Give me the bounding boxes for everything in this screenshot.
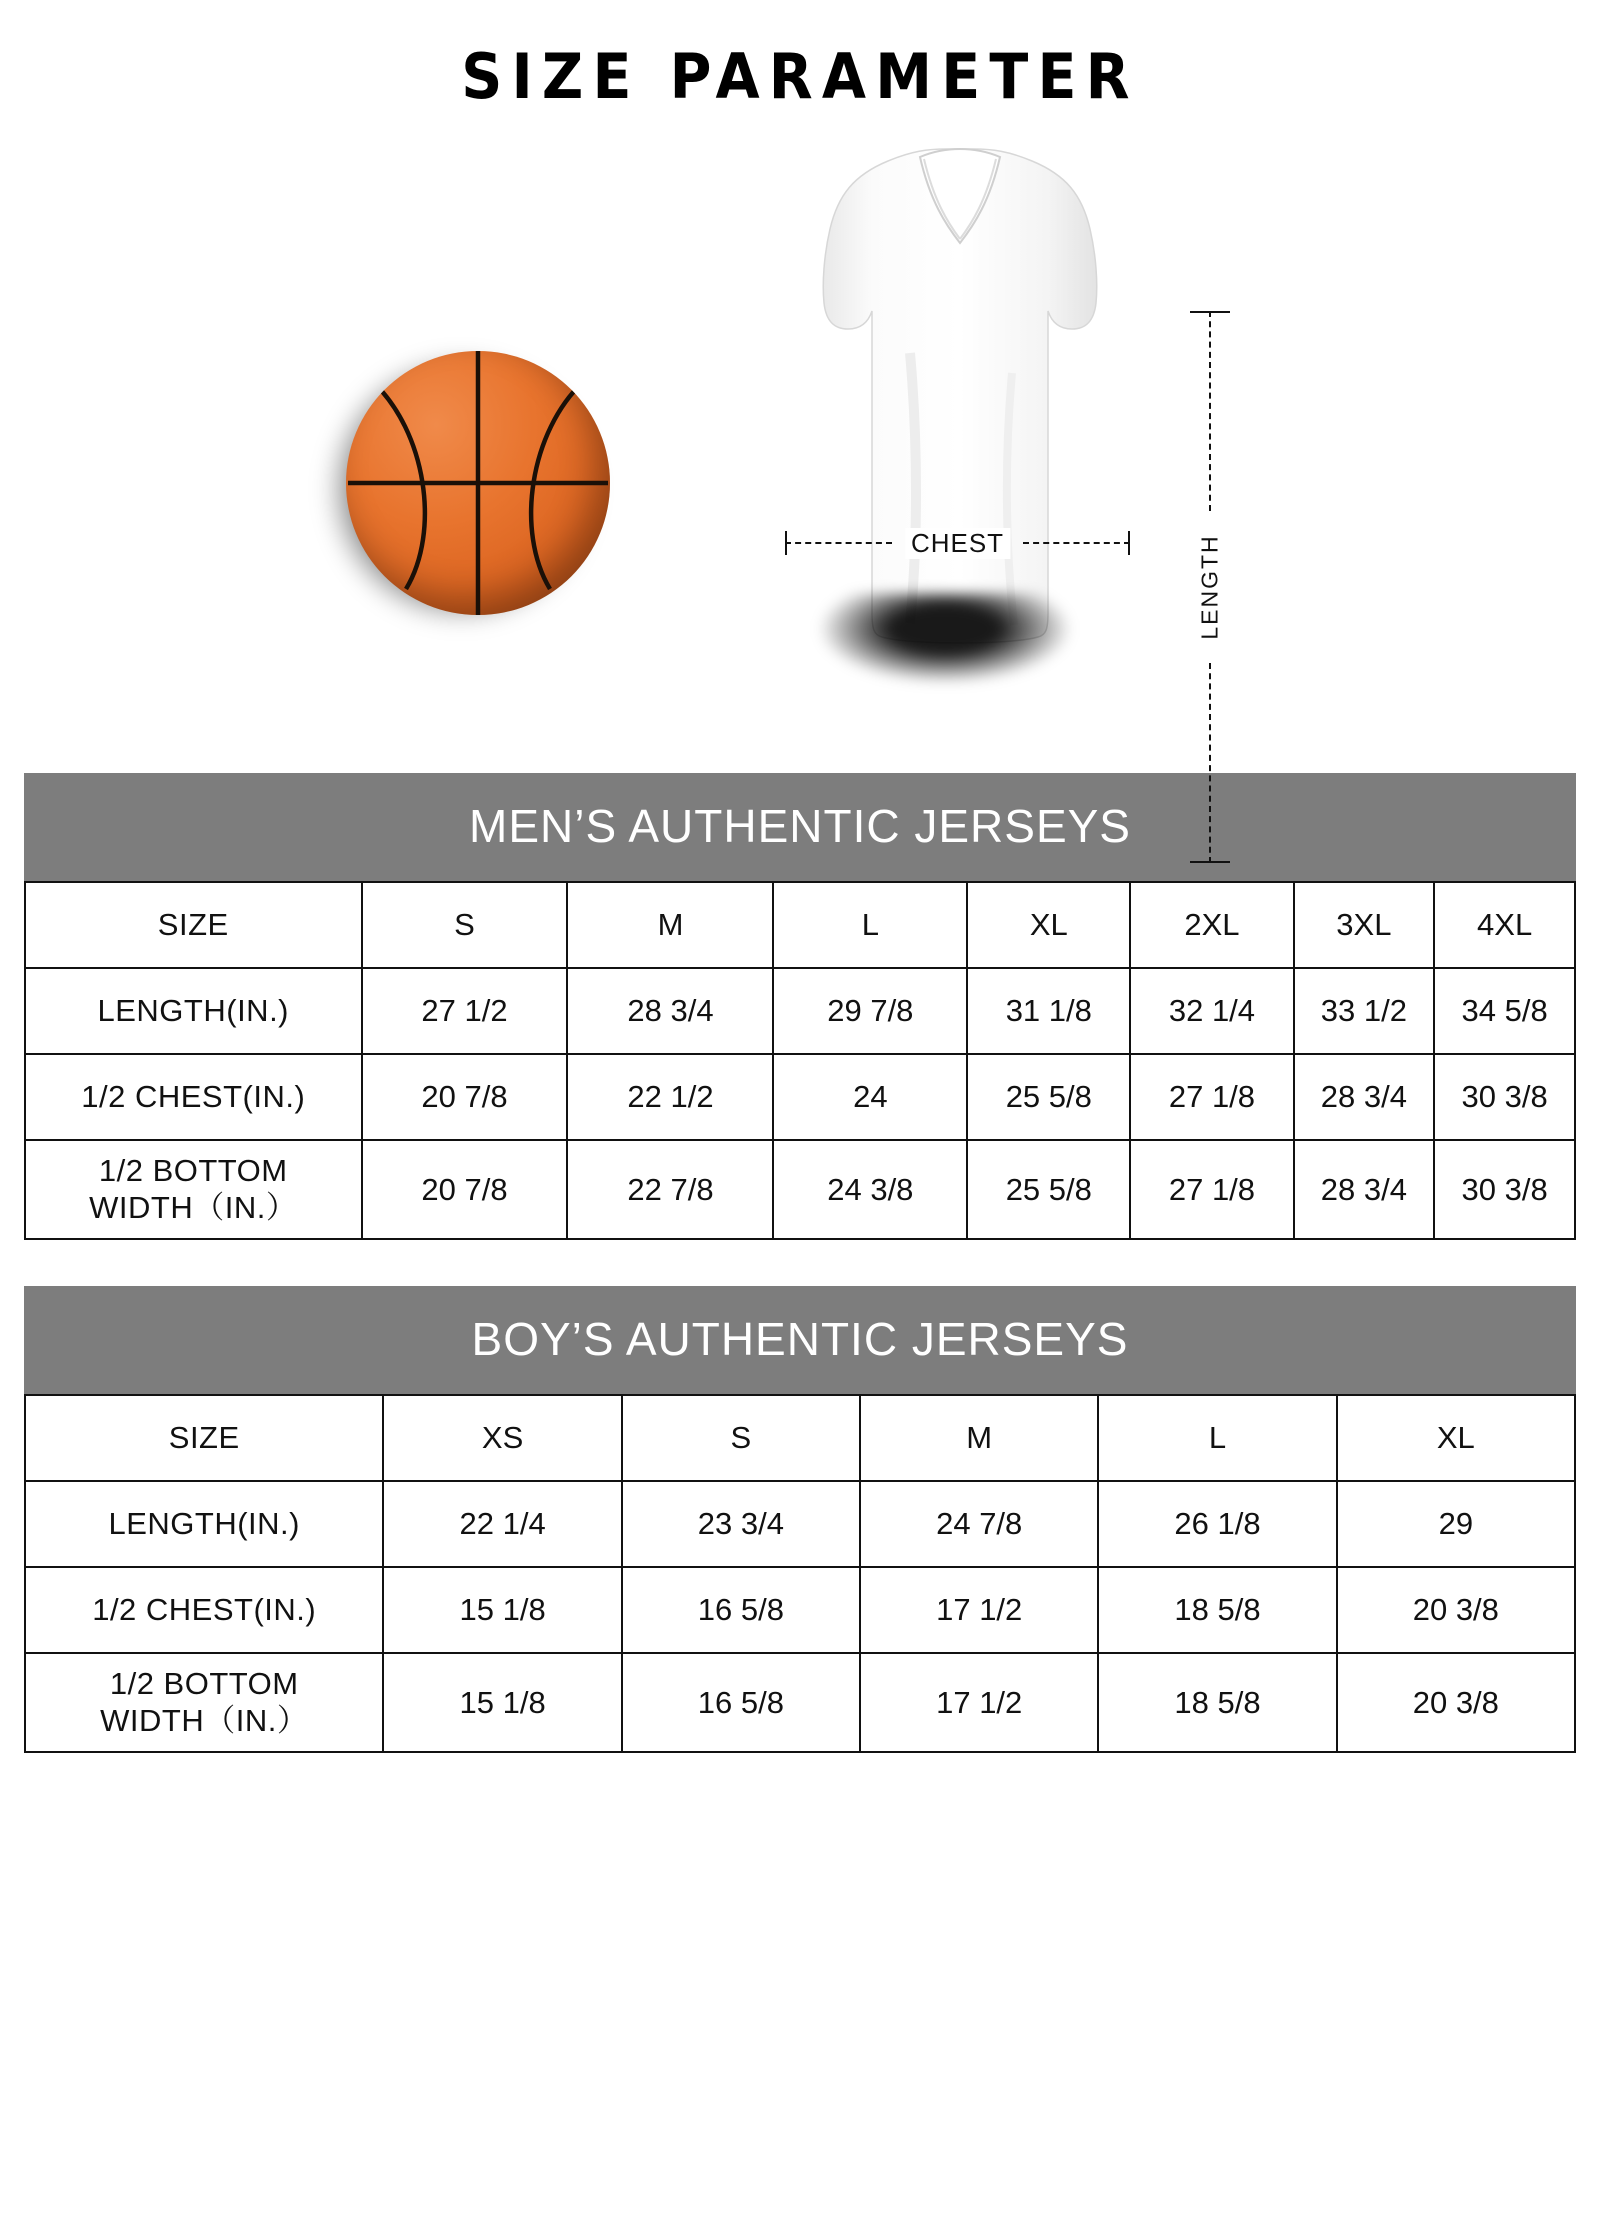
table-row xyxy=(25,1481,1575,1567)
length-dash-top xyxy=(1209,311,1211,511)
table-cell: 20 7/8 xyxy=(362,1140,568,1239)
length-dash-bottom xyxy=(1209,663,1211,863)
table-row xyxy=(25,1054,1575,1140)
table-cell: 22 1/2 xyxy=(567,1054,773,1140)
table-cell: 28 3/4 xyxy=(567,968,773,1054)
table-cell: 15 1/8 xyxy=(383,1567,621,1653)
chest-dash-left xyxy=(785,542,892,544)
table-row xyxy=(25,968,1575,1054)
table-cell: 16 5/8 xyxy=(622,1567,860,1653)
table-cell: 32 1/4 xyxy=(1130,968,1293,1054)
table-cell: 34 5/8 xyxy=(1434,968,1575,1054)
basketball-sphere xyxy=(346,351,610,615)
mens-size-table-block xyxy=(24,773,1576,1240)
boys-size-table xyxy=(24,1394,1576,1753)
table-row xyxy=(25,1140,1575,1239)
row-label: 1/2 BOTTOM WIDTH（IN.） xyxy=(25,1140,362,1239)
table-cell: 28 3/4 xyxy=(1294,1140,1435,1239)
table-cell: 27 1/8 xyxy=(1130,1054,1293,1140)
column-header: SIZE xyxy=(25,882,362,968)
table-cell: 29 xyxy=(1337,1481,1575,1567)
length-tick-bottom xyxy=(1190,861,1230,863)
table-cell: 23 3/4 xyxy=(622,1481,860,1567)
boys-size-table-block xyxy=(24,1286,1576,1753)
mens-size-table xyxy=(24,881,1576,1240)
column-header: 2XL xyxy=(1130,882,1293,968)
table-cell: 15 1/8 xyxy=(383,1653,621,1752)
basketball-seams-icon xyxy=(346,351,610,615)
column-header: S xyxy=(622,1395,860,1481)
table-cell: 24 3/8 xyxy=(773,1140,967,1239)
jersey-illustration xyxy=(760,143,1160,713)
table-cell: 18 5/8 xyxy=(1098,1653,1336,1752)
column-header: 3XL xyxy=(1294,882,1435,968)
chest-label: CHEST xyxy=(905,528,1010,559)
table-cell: 22 7/8 xyxy=(567,1140,773,1239)
table-cell: 22 1/4 xyxy=(383,1481,621,1567)
jersey-shadow xyxy=(820,593,1070,683)
table-cell: 31 1/8 xyxy=(967,968,1130,1054)
column-header: S xyxy=(362,882,568,968)
table-cell: 27 1/8 xyxy=(1130,1140,1293,1239)
column-header: M xyxy=(567,882,773,968)
column-header: XL xyxy=(1337,1395,1575,1481)
page-title: SIZE PARAMETER xyxy=(461,40,1139,113)
table-cell: 18 5/8 xyxy=(1098,1567,1336,1653)
table-cell: 24 7/8 xyxy=(860,1481,1098,1567)
table-cell: 33 1/2 xyxy=(1294,968,1435,1054)
chest-dimension-line xyxy=(785,528,1130,558)
length-label: LENGTH xyxy=(1193,526,1228,647)
mens-table-header: MEN’S AUTHENTIC JERSEYS xyxy=(24,773,1576,881)
column-header: L xyxy=(773,882,967,968)
boys-table-header: BOY’S AUTHENTIC JERSEYS xyxy=(24,1286,1576,1394)
illustration-area xyxy=(0,133,1600,773)
table-cell: 20 3/8 xyxy=(1337,1567,1575,1653)
table-cell: 20 7/8 xyxy=(362,1054,568,1140)
column-header: XL xyxy=(967,882,1130,968)
table-cell: 26 1/8 xyxy=(1098,1481,1336,1567)
row-label: LENGTH(IN.) xyxy=(25,1481,383,1567)
table-row xyxy=(25,1567,1575,1653)
length-dimension-line xyxy=(1190,311,1230,863)
column-header: SIZE xyxy=(25,1395,383,1481)
row-label: 1/2 CHEST(IN.) xyxy=(25,1054,362,1140)
chest-dash-right xyxy=(1023,542,1130,544)
row-label: LENGTH(IN.) xyxy=(25,968,362,1054)
table-cell: 28 3/4 xyxy=(1294,1054,1435,1140)
table-cell: 17 1/2 xyxy=(860,1567,1098,1653)
table-cell: 16 5/8 xyxy=(622,1653,860,1752)
table-row xyxy=(25,1395,1575,1481)
row-label: 1/2 BOTTOM WIDTH（IN.） xyxy=(25,1653,383,1752)
table-cell: 17 1/2 xyxy=(860,1653,1098,1752)
table-cell: 30 3/8 xyxy=(1434,1054,1575,1140)
table-cell: 20 3/8 xyxy=(1337,1653,1575,1752)
column-header: XS xyxy=(383,1395,621,1481)
table-cell: 29 7/8 xyxy=(773,968,967,1054)
table-cell: 27 1/2 xyxy=(362,968,568,1054)
table-row xyxy=(25,882,1575,968)
column-header: 4XL xyxy=(1434,882,1575,968)
table-cell: 24 xyxy=(773,1054,967,1140)
row-label: 1/2 CHEST(IN.) xyxy=(25,1567,383,1653)
table-cell: 25 5/8 xyxy=(967,1140,1130,1239)
column-header: L xyxy=(1098,1395,1336,1481)
table-row xyxy=(25,1653,1575,1752)
column-header: M xyxy=(860,1395,1098,1481)
chest-tick-right xyxy=(1128,531,1130,555)
table-cell: 30 3/8 xyxy=(1434,1140,1575,1239)
table-cell: 25 5/8 xyxy=(967,1054,1130,1140)
basketball-icon xyxy=(318,333,618,633)
